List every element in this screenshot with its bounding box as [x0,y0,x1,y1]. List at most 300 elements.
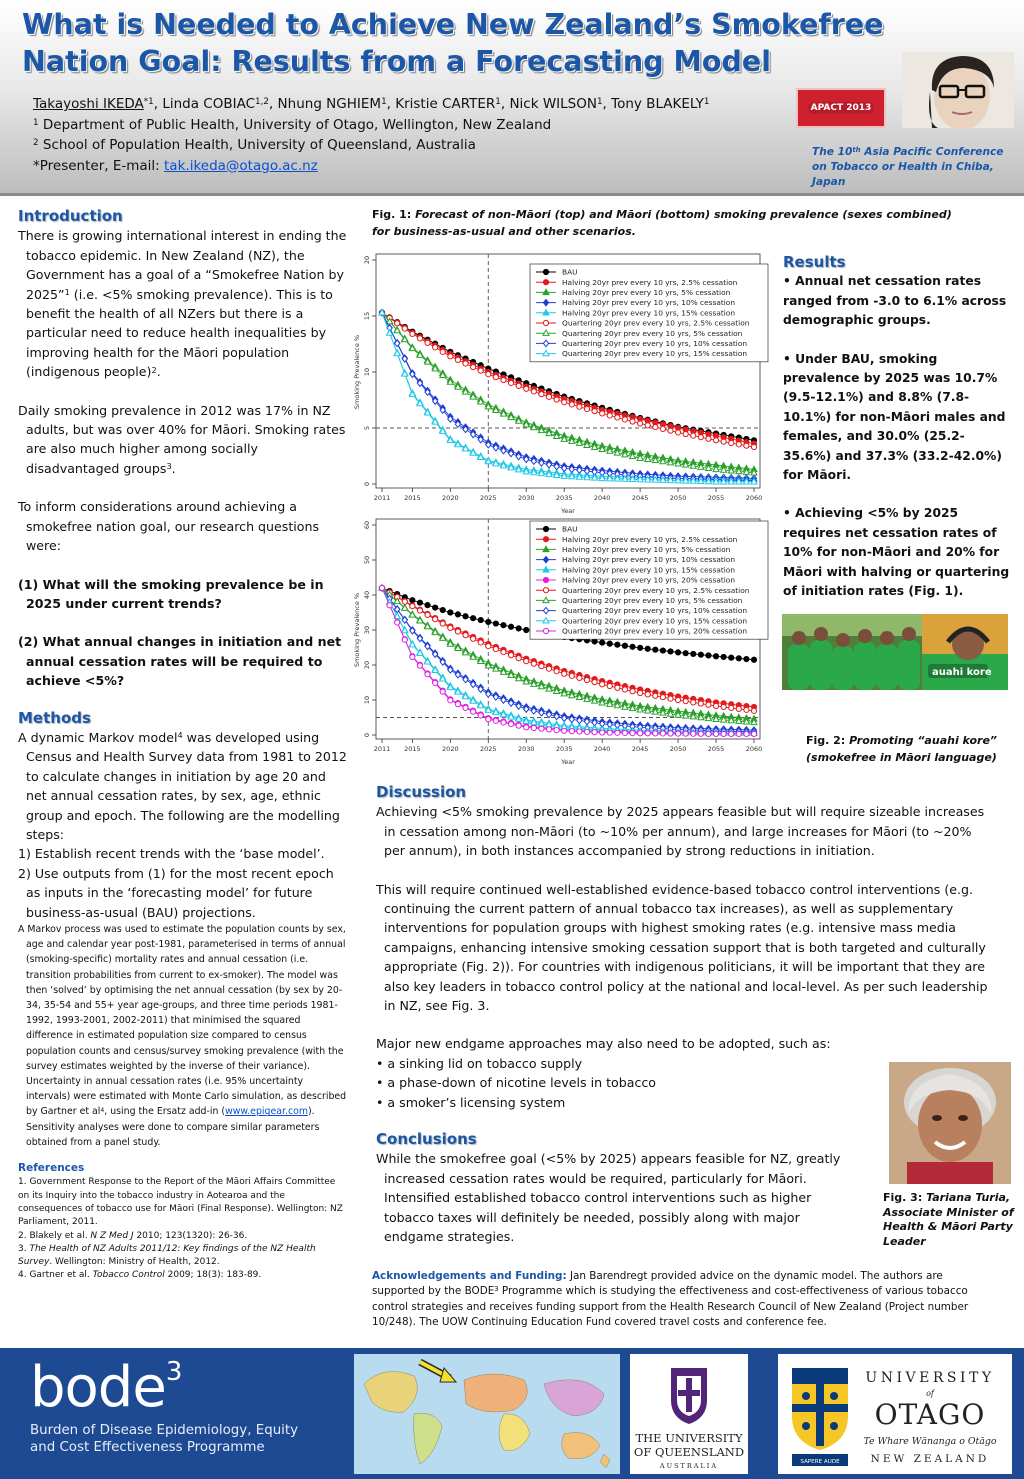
x-tick-label: 2060 [745,745,763,753]
data-point [736,731,741,736]
data-point [569,729,574,734]
legend-label: Halving 20yr prev every 10 yrs, 10% cessation [562,298,736,308]
reference-3 [18,1243,348,1270]
data-point [402,599,407,604]
legend-label: Quartering 20yr prev every 10 yrs, 15% cessation [562,616,748,626]
poster-title: What is Needed to Achieve New Zealand’s Smokefree Nation Goal: Results from a Forecasting Model [22,8,884,78]
x-tick-label: 2015 [404,494,421,502]
intro-paragraph-2 [18,401,348,479]
x-tick-label: 2020 [442,494,459,502]
data-point [379,585,384,590]
data-point [486,644,491,649]
research-question-2: (2) What annual changes in initiation and net annual cessation rates will be required to achieve <5%? [18,634,342,689]
legend-label: Halving 20yr prev every 10 yrs, 20% cessation [562,575,736,585]
reference-2 [18,1230,348,1243]
discussion-paragraph-1: Achieving <5% smoking prevalence by 2025 appears feasible but will require sizeable increases in cessation among non-Māori (to ~10% per annum), and large increases for Māori (to ~20% per annum), in both instances accompanied by strong reductions in initiation. [376,804,985,859]
acknowledgements-text: Jan Barendregt provided advice on the dynamic model. The authors are supported by the BODE [372,1270,943,1298]
bode-subtitle-line: and Cost Effectiveness Programme [30,1440,265,1455]
legend-label: Quartering 20yr prev every 10 yrs, 2.5% cessation [562,585,750,595]
spacer [18,556,348,575]
data-point [698,701,703,706]
data-point [493,647,498,652]
world-map-image [354,1354,620,1474]
data-point [486,717,491,722]
data-point [554,728,559,733]
data-point [417,600,422,605]
x-tick-label: 2040 [593,745,611,753]
data-point [486,619,491,624]
bode-subtitle [30,1422,330,1456]
discussion-paragraph-3: Major new endgame approaches may also need to be adopted, such as: [376,1036,831,1052]
data-point [706,653,711,658]
y-tick-label: 5 [363,425,371,431]
endgame-item: • a sinking lid on tobacco supply [376,1055,583,1071]
x-tick-label: 2040 [593,494,611,502]
data-point [653,647,658,652]
data-point [569,673,574,678]
data-point [448,610,453,615]
intro-text: . [156,364,161,380]
y-tick-label: 20 [363,255,371,265]
data-point [410,598,415,603]
x-tick-label: 2025 [480,494,497,502]
data-point [615,415,620,420]
co-author-affil: 1 [381,97,387,108]
co-author: , Nhung NGHIEM [268,96,382,112]
x-axis-label: Year [561,507,575,514]
x-tick-label: 2060 [745,494,763,502]
y-tick-label: 10 [363,367,371,377]
citation: 2 [151,364,157,375]
citation: 3 [166,461,172,472]
data-point [615,685,620,690]
x-tick-label: 2025 [480,745,497,753]
bode-logo [30,1355,330,1420]
data-point [501,650,506,655]
x-tick-label: 2011 [373,745,391,753]
fig3-caption [883,1191,1018,1249]
reference-text: 3. [18,1243,30,1254]
data-point [691,731,696,736]
results-heading: Results [783,253,846,271]
intro-text: Daily smoking prevalence in 2012 was 17% in NZ adults, but was over 40% for Māori. Smoking rates are also much higher among socially disadvantaged groups [18,402,346,476]
endgame-item: • a smoker’s licensing system [376,1094,566,1110]
legend-swatch-marker [543,526,548,531]
otago-maori-name: Te Whare Wānanga o Otāgo [863,1436,997,1447]
y-tick-label: 0 [363,481,371,487]
data-point [562,728,567,733]
x-axis-label: Year [561,758,575,766]
data-point [531,725,536,730]
acknowledgements-heading: Acknowledgements and Funding: [372,1270,567,1282]
y-tick-label: 20 [363,660,371,670]
co-author: , Kristie CARTER [386,96,496,112]
data-point [691,433,696,438]
markov-text: ). Sensitivity analyses were done to compare similar parameters obtained from a panel study. [26,1106,320,1148]
reference-text: 2010; 123(1320): 26-36. [133,1230,248,1241]
affiliation-2 [33,135,709,156]
markov-paragraph [18,922,348,1150]
data-point [600,682,605,687]
spacer [376,1015,988,1034]
reference-journal: Tobacco Control [92,1270,165,1281]
fig1-label: Fig. 1: [372,208,416,221]
legend-swatch-marker [543,280,548,285]
data-point [402,326,407,331]
data-point [463,705,468,710]
data-point [751,708,756,713]
data-point [706,702,711,707]
fig1-caption-text: Forecast of non-Māori (top) and Māori (bottom) smoking prevalence (sexes combined) for business-as-usual and other scenarios. [372,208,952,238]
endgame-item: • a phase-down of nicotine levels in tobacco [376,1075,657,1091]
x-tick-label: 2045 [631,494,649,502]
y-tick-label: 0 [363,732,371,738]
data-point [660,648,665,653]
conference-logo [796,88,886,128]
data-point [729,731,734,736]
data-point [471,709,476,714]
data-point [675,430,680,435]
x-tick-label: 2045 [631,745,649,753]
data-point [562,671,567,676]
introduction-heading: Introduction [18,207,123,225]
data-point [630,689,635,694]
data-point [645,692,650,697]
data-point [501,377,506,382]
data-point [425,603,430,608]
data-point [675,650,680,655]
data-point [577,404,582,409]
data-point [668,696,673,701]
data-point [486,372,491,377]
data-point [744,731,749,736]
data-point [448,625,453,630]
data-point [600,730,605,735]
data-point [721,654,726,659]
data-point [508,624,513,629]
data-point [592,639,597,644]
markov-text: A Markov process was used to estimate the population counts by sex, age and calendar year post-1981, parameterised in terms of annual (smoking-specific) mortality rates and annual cessation (i.e. transition probabilities from current to ex-smoker). The model was then ‘solved’ by optimising the net annual cessation (by sex by 20-34, 35-54 and 55+ year age-groups, and three time periods 1981-1992, 1993-2001, 2002-2011) that minimised the squared difference in estimated population size compared to census population counts and census/survey smoking prevalence (with the survey estimates weighted by the inverse of their variance). Uncertainty in annual cessation rates (i.e. 95% uncertainty intervals) were estimated with Monte Carlo simulation, as described by Gartner et al [18,924,347,1118]
conference-text-part: Asia Pacific Conference on Tobacco or Health in Chiba, Japan [812,146,1004,188]
legend-label: Halving 20yr prev every 10 yrs, 5% cessation [562,288,731,297]
bode-logo-block [30,1355,330,1456]
data-point [569,402,574,407]
data-point [531,389,536,394]
fig2-label: Fig. 2: [806,734,850,747]
data-point [539,664,544,669]
data-point [607,730,612,735]
data-point [683,699,688,704]
citation: 4 [177,730,183,741]
bode-logo-text: bode [30,1355,166,1420]
data-point [713,703,718,708]
presenter-photo [902,52,1014,128]
data-point [653,693,658,698]
co-author-affil: 1 [703,97,710,108]
data-point [721,704,726,709]
data-point [638,421,643,426]
data-point [683,731,688,736]
data-point [463,633,468,638]
data-point [736,656,741,661]
reference-journal: The Health of NZ Adults 2011/12: Key findings of the NZ Health Survey [18,1243,316,1268]
conference-name [812,145,1017,190]
data-point [455,357,460,362]
intro-text: There is growing international interest in ending the tobacco epidemic. In New Zealand (NZ), the Government has a goal of a “Smokefree Nation by 2025” [18,228,347,302]
data-point [402,637,407,642]
results-bullet-3: • Achieving <5% by 2025 requires net cessation rates of 10% for non-Māori and 20% for Māori with halving or quartering of initiation rates (Fig. 1). [783,506,1010,599]
data-point [622,730,627,735]
left-column [18,207,348,1283]
data-point [516,656,521,661]
fig2-caption-text: Promoting “auahi kore” (smokefree in Māori language) [806,734,997,764]
data-point [706,731,711,736]
data-point [592,680,597,685]
data-point [645,423,650,428]
otago-of-label: of [926,1389,934,1398]
data-point [539,392,544,397]
intro-text: . [171,460,176,476]
data-point [638,645,643,650]
data-point [729,440,734,445]
legend-label: Quartering 20yr prev every 10 yrs, 2.5% cessation [562,318,750,328]
data-point [584,729,589,734]
discussion-heading: Discussion [376,783,467,801]
reference-text: 2. Blakely et al. [18,1230,91,1241]
data-point [744,656,749,661]
conclusions-heading: Conclusions [376,1130,477,1148]
research-question-1: (1) What will the smoking prevalence be in 2025 under current trends? [18,576,324,611]
co-author: , Nick WILSON [500,96,597,112]
discussion-paragraph-2: This will require continued well-established evidence-based tobacco control interventions (e.g. continuing the current pattern of annual tobacco tax increases), as well as supplementary interventions for population groups with highest smoking rates (e.g. intensive mass media campaigns, enhancing intensive smoking cessation support that is both targeted and culturally appropriate (Fig. 2)). For countries with indigenous politicians, it will be important that they are also key leaders in tobacco control policy at the national and local-level. As per such leadership in NZ, see Fig. 3. [376,881,988,1014]
data-point [440,621,445,626]
legend-label: Halving 20yr prev every 10 yrs, 15% cessation [562,565,736,575]
spacer [18,478,348,497]
data-point [607,683,612,688]
legend-label: Halving 20yr prev every 10 yrs, 2.5% cessation [562,534,738,544]
data-point [493,718,498,723]
data-point [433,680,438,685]
legend-label: Halving 20yr prev every 10 yrs, 10% cessation [562,555,736,565]
data-point [433,617,438,622]
affiliation-text: School of Population Health, University of Queensland, Australia [38,137,476,153]
data-point [455,702,460,707]
data-point [729,705,734,710]
data-point [425,340,430,345]
data-point [546,666,551,671]
data-point [425,612,430,617]
data-point [554,397,559,402]
conclusions-text: While the smokefree goal (<5% by 2025) appears feasible for NZ, greatly increased cessation rates would be required, particularly for Māori. Intensified established tobacco control interventions such as higher tobacco taxes will definitely be needed, possibly along with major endgame strategies. [376,1151,841,1245]
data-point [471,636,476,641]
affiliation-number: 2 [33,138,39,149]
co-author-affil: 1 [495,97,501,108]
conference-text-part: The 10 [812,146,853,158]
data-point [584,677,589,682]
data-point [698,652,703,657]
data-point [607,413,612,418]
bode-logo-sup: 3 [165,1357,182,1387]
data-point [660,426,665,431]
methods-paragraph [18,728,348,844]
epigear-link[interactable]: www.epigear.com [225,1106,308,1118]
data-point [448,698,453,703]
data-point [736,442,741,447]
y-tick-label: 15 [363,311,371,321]
conference-ordinal: th [852,145,861,154]
data-point [630,644,635,649]
data-point [638,690,643,695]
legend-swatch-marker [543,320,548,325]
methods-text: A dynamic Markov model [18,729,178,745]
reference-text: 2009; 18(3): 183-89. [164,1270,262,1281]
otago-logo [778,1354,1012,1474]
data-point [524,659,529,664]
data-point [615,642,620,647]
otago-motto: SAPERE AUDE [800,1459,840,1465]
uq-line-3: AUSTRALIA [659,1462,719,1470]
presenter-contact [33,156,709,177]
data-point [698,731,703,736]
data-point [592,730,597,735]
data-point [463,614,468,619]
data-point [562,400,567,405]
fig1-caption [372,207,972,240]
fig2-photo [782,614,1008,690]
citation: 4 [100,1106,105,1114]
data-point [630,419,635,424]
x-tick-label: 2050 [669,745,687,753]
data-point [471,616,476,621]
data-point [524,725,529,730]
chart-maori [342,513,772,775]
data-point [713,731,718,736]
data-point [508,380,513,385]
results-bullet-2: • Under BAU, smoking prevalence by 2025 was 10.7% (9.5-12.1%) and 8.8% (7.8-10.1%) for non-Māori males and females, and 30.0% (25.2-35.6%) and 37.3% (33.2-42.0%) for Māori. [783,351,1006,483]
legend-swatch-marker [543,537,548,542]
data-point [531,661,536,666]
x-tick-label: 2055 [707,745,725,753]
spacer [376,861,988,880]
fig3-label: Fig. 3: [883,1191,927,1204]
spacer [18,613,348,632]
data-point [713,438,718,443]
data-point [584,406,589,411]
data-point [440,349,445,354]
reference-journal: N Z Med J [90,1230,134,1241]
legend-label: Quartering 20yr prev every 10 yrs, 20% cessation [562,626,748,636]
data-point [433,605,438,610]
data-point [675,697,680,702]
otago-name: OTAGO [874,1398,986,1431]
spacer [783,331,1013,350]
uq-line-1: THE UNIVERSITY [635,1431,743,1445]
data-point [433,345,438,350]
data-point [683,431,688,436]
data-point [410,604,415,609]
affiliation-number: 1 [33,117,39,128]
data-point [501,720,506,725]
data-point [501,623,506,628]
affiliation-text: Department of Public Health, University of Otago, Wellington, New Zealand [38,116,552,133]
legend-label: Quartering 20yr prev every 10 yrs, 5% cessation [562,328,743,338]
legend-label: BAU [562,267,578,277]
data-point [440,689,445,694]
conclusions-section [376,1130,854,1246]
data-point [516,626,521,631]
data-point [653,425,658,430]
legend-swatch-marker [543,628,548,633]
data-point [622,687,627,692]
x-tick-label: 2011 [373,494,391,502]
spacer [18,691,348,709]
legend-label: Quartering 20yr prev every 10 yrs, 10% cessation [562,339,748,348]
data-point [706,436,711,441]
data-point [554,669,559,674]
data-point [471,364,476,369]
presenter-name: Takayoshi IKEDA [33,96,144,112]
data-point [653,731,658,736]
data-point [524,386,529,391]
methods-heading: Methods [18,708,91,727]
legend-swatch-marker [543,269,548,274]
co-author: , Linda COBIAC [153,96,256,112]
data-point [448,354,453,359]
conference-logo-text: APACT 2013 [808,102,875,114]
data-point [630,731,635,736]
data-point [395,321,400,326]
data-point [455,629,460,634]
data-point [417,663,422,668]
methods-step-2: 2) Use outputs from (1) for the most recent epoch as inputs in the ‘forecasting model’ for future business-as-usual (BAU) projections. [18,865,334,920]
methods-text: was developed using Census and Health Survey data from 1981 to 2012 to calculate changes in initiation by age 20 and net annual cessation rates, by sex, age, ethnic group and epoch. The following are the modelling steps: [26,729,347,842]
data-point [546,394,551,399]
fig3-photo [889,1062,1011,1184]
y-axis-label: Smoking Prevalence % [353,334,361,410]
data-point [493,375,498,380]
data-point [615,730,620,735]
data-point [683,651,688,656]
poster-header [0,0,1024,196]
y-tick-label: 30 [363,625,371,635]
intro-paragraph-3: To inform considerations around achieving a smokefree nation goal, our research questions were: [18,499,320,554]
markov-text: , using the Ersatz add-in ( [104,1106,226,1118]
otago-university-label: UNIVERSITY [865,1370,995,1386]
data-point [600,640,605,645]
author-block [33,94,709,176]
data-point [516,723,521,728]
methods-step-1: 1) Establish recent trends with the ‘base model’. [18,846,325,862]
presenter-email-link[interactable]: tak.ikeda@otago.ac.nz [164,157,318,174]
legend-label: Quartering 20yr prev every 10 yrs, 15% cessation [562,349,748,359]
data-point [622,417,627,422]
x-tick-label: 2035 [555,494,573,502]
data-point [539,726,544,731]
legend-label: Halving 20yr prev every 10 yrs, 15% cessation [562,308,736,318]
auahi-kore-banner: auahi kore [932,667,992,678]
data-point [516,383,521,388]
data-point [410,331,415,336]
x-tick-label: 2030 [517,494,535,502]
uq-line-2: OF QUEENSLAND [633,1445,745,1459]
x-tick-label: 2020 [442,745,459,753]
data-point [478,368,483,373]
reference-1: 1. Government Response to the Report of the Māori Affairs Committee on its Inquiry into the tobacco industry in Aotearoa and the consequences of tobacco use for Māori (Final Response). Wellington: NZ Parliament, 2011. [18,1177,343,1228]
data-point [493,621,498,626]
data-point [600,411,605,416]
data-point [744,443,749,448]
spacer [18,382,348,401]
